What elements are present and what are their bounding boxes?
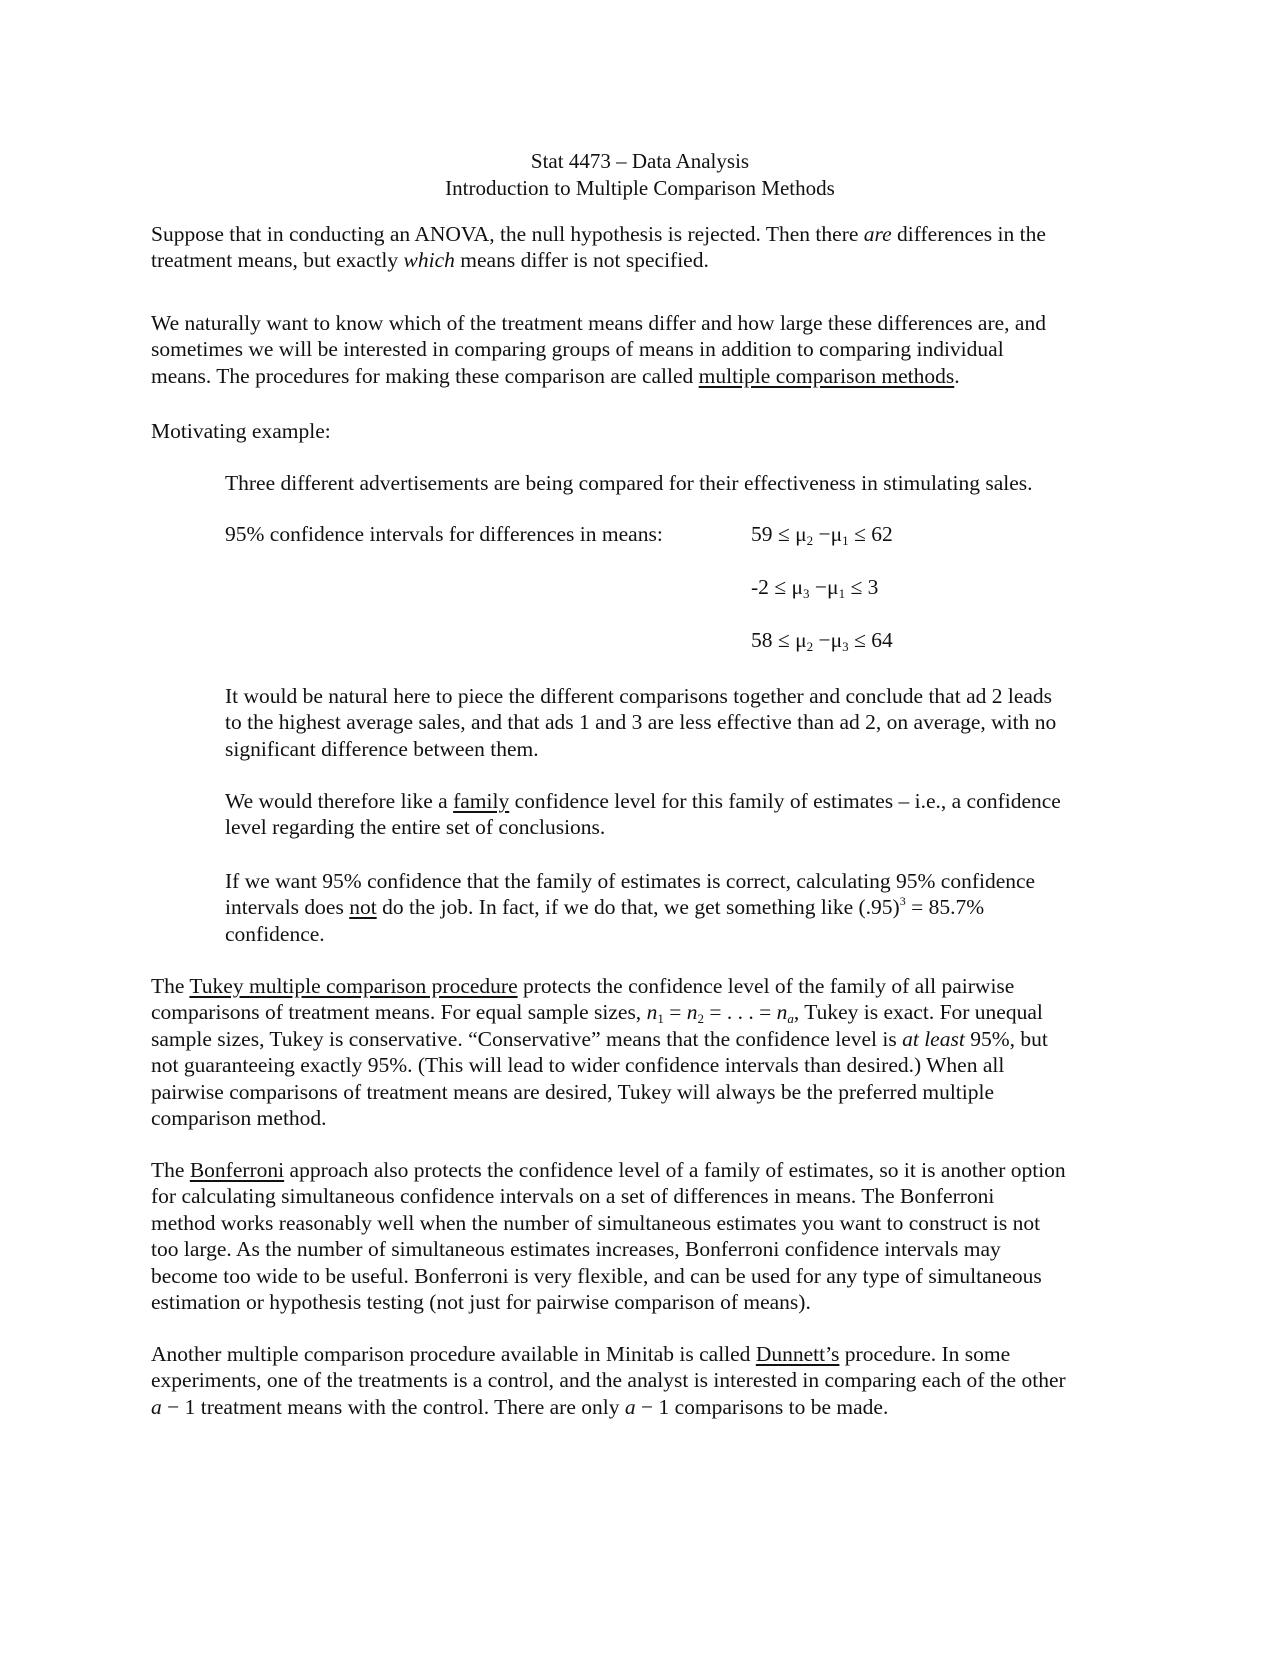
term-multiple-comparison-methods: multiple comparison methods bbox=[698, 363, 955, 388]
confidence-interval-3: $58 \le \mu_2 -\mu_3 \le 64$ bbox=[751, 628, 893, 654]
term-bonferroni: Bonferroni bbox=[189, 1158, 285, 1182]
document-title bbox=[0, 148, 1280, 202]
title-line-1: Stat 4473 – Data Analysis bbox=[530, 149, 750, 173]
paragraph-multiple-comparison-intro: We naturally want to know which of the treatment means differ and how large these differences are, and sometimes we will be interested in comparing groups of means in addition to comparing individual means. The procedures for making these comparison are called multiple comparison methods. bbox=[151, 311, 1046, 388]
paragraph-tukey: The Tukey multiple comparison procedure protects the confidence level of the family of all pairwise comparisons of treatment means. For equal sample sizes, $n_1 = n_2$ = . . . = $n_a$, Tukey is exact. For unequal sample sizes, Tukey is conservative. “Conservative” means that the confidence level is at least 95%, but not guaranteeing exactly 95%. (This will lead to wider confidence intervals than desired.) When all pairwise comparisons of treatment means are desired, Tukey will always be the preferred multiple comparison method. bbox=[151, 974, 1048, 1131]
paragraph-anova-rejected: Suppose that in conducting an ANOVA, the null hypothesis is rejected. Then there are differences in the treatment means, but exactly which means differ is not specified. bbox=[151, 222, 1046, 273]
paragraph-family-confidence: We would therefore like a family confidence level for this family of estimates – i.e., a confidence level regarding the entire set of conclusions. bbox=[225, 789, 1061, 840]
paragraph-95-confidence: If we want 95% confidence that the family of estimates is correct, calculating 95% confidence intervals does not do the job. In fact, if we do that, we get something like $(.95)^3 = 85.7\%$ confidence. bbox=[225, 869, 1036, 946]
confidence-interval-1: $59 \le \mu_2 -\mu_1 \le 62$ bbox=[751, 522, 893, 548]
paragraph-advertisements: Three different advertisements are being compared for their effectiveness in stimulating sales. bbox=[225, 471, 1033, 495]
paragraph-bonferroni: The Bonferroni approach also protects the confidence level of a family of estimates, so it is another option for calculating simultaneous confidence intervals on a set of differences in means. The Bonferroni method works reasonably well when the number of simultaneous estimates you want to construct is not too large. As the number of simultaneous estimates increases, Bonferroni confidence intervals may become too wide to be useful. Bonferroni is very flexible, and can be used for any type of simultaneous estimation or hypothesis testing (not just for pairwise comparison of means). bbox=[151, 1158, 1066, 1315]
ci-label: 95% confidence intervals for differences in means: bbox=[225, 522, 663, 546]
term-family: family bbox=[453, 789, 510, 813]
term-not: not bbox=[349, 895, 377, 920]
paragraph-dunnett: Another multiple comparison procedure available in Minitab is called Dunnett’s procedure. In some experiments, one of the treatments is a control, and the analyst is interested in comparing each of the other a − 1 treatment means with the control. There are only a − 1 comparisons to be made. bbox=[151, 1342, 1066, 1419]
paragraph-piece-comparisons: It would be natural here to piece the different comparisons together and conclude that ad 2 leads to the highest average sales, and that ads 1 and 3 are less effective than ad 2, on average, with no significant difference between them. bbox=[225, 684, 1057, 761]
title-line-2: Introduction to Multiple Comparison Methods bbox=[445, 176, 835, 200]
motivating-example-heading: Motivating example: bbox=[151, 419, 331, 443]
term-tukey-procedure: Tukey multiple comparison procedure bbox=[189, 974, 518, 998]
term-dunnett: Dunnett’s bbox=[755, 1342, 840, 1366]
confidence-interval-2: $-2 \le \mu_3 -\mu_1 \le 3$ bbox=[751, 575, 879, 601]
